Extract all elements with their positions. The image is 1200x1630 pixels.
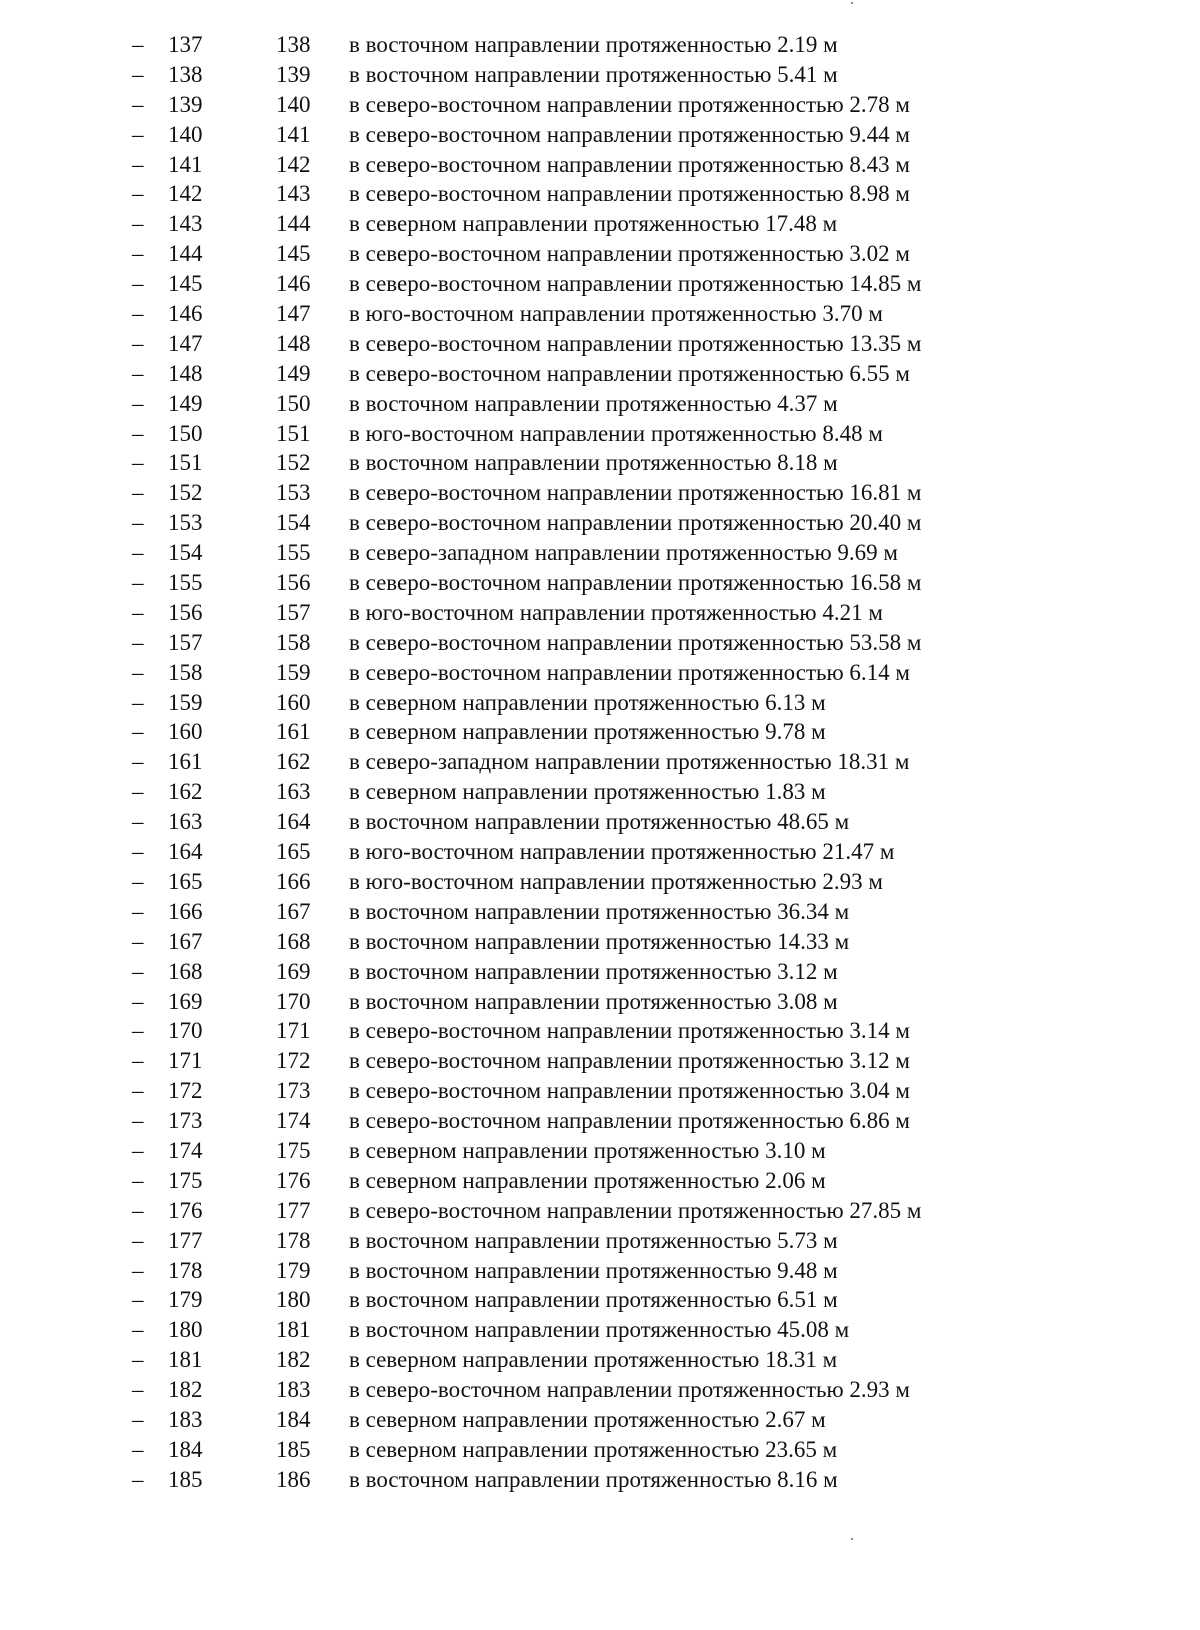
row-dash: – [132, 1048, 144, 1074]
row-dash: – [132, 629, 144, 655]
start-point-number: 181 [168, 1347, 203, 1373]
end-point-number: 180 [276, 1287, 311, 1313]
row-dash: – [132, 689, 144, 715]
row-dash: – [132, 151, 144, 177]
segment-description: в северном направлении протяженностью 18.31 м [349, 1347, 838, 1373]
end-point-number: 186 [276, 1466, 311, 1492]
start-point-number: 168 [168, 958, 203, 984]
segment-description: в северном направлении протяженностью 9.78 м [349, 719, 826, 745]
end-point-number: 153 [276, 480, 311, 506]
end-point-number: 158 [276, 629, 311, 655]
start-point-number: 137 [168, 32, 203, 57]
row-dash: – [132, 181, 144, 207]
segment-description: в восточном направлении протяженностью 36.34 м [349, 898, 850, 924]
segment-row [0, 419, 1200, 449]
segment-row [0, 508, 1200, 538]
start-point-number: 165 [168, 868, 203, 894]
start-point-number: 141 [168, 151, 203, 177]
start-point-number: 173 [168, 1108, 203, 1134]
end-point-number: 167 [276, 898, 311, 924]
segment-row [0, 1405, 1200, 1435]
start-point-number: 163 [168, 809, 203, 835]
segment-row [0, 747, 1200, 777]
row-dash: – [132, 599, 144, 625]
end-point-number: 146 [276, 271, 311, 297]
segment-row [0, 688, 1200, 718]
segment-row [0, 628, 1200, 658]
start-point-number: 182 [168, 1377, 203, 1403]
segment-description: в северо-восточном направлении протяженностью 3.12 м [349, 1048, 910, 1074]
end-point-number: 160 [276, 689, 311, 715]
end-point-number: 178 [276, 1227, 311, 1253]
start-point-number: 160 [168, 719, 203, 745]
segment-description: в северо-восточном направлении протяженностью 53.58 м [349, 629, 922, 655]
segment-row [0, 987, 1200, 1017]
segment-row [0, 897, 1200, 927]
segment-description: в восточном направлении протяженностью 8.16 м [349, 1466, 838, 1492]
start-point-number: 176 [168, 1197, 203, 1223]
start-point-number: 175 [168, 1167, 203, 1193]
end-point-number: 165 [276, 839, 311, 865]
segment-row [0, 269, 1200, 299]
end-point-number: 172 [276, 1048, 311, 1074]
segment-row [0, 777, 1200, 807]
start-point-number: 170 [168, 1018, 203, 1044]
end-point-number: 152 [276, 450, 311, 476]
end-point-number: 144 [276, 211, 311, 237]
start-point-number: 144 [168, 241, 203, 267]
row-dash: – [132, 271, 144, 297]
segment-description: в северном направлении протяженностью 6.13 м [349, 689, 826, 715]
segment-description: в северо-западном направлении протяженностью 9.69 м [349, 540, 898, 566]
segment-description: в юго-восточном направлении протяженностью 8.48 м [349, 420, 883, 446]
row-dash: – [132, 868, 144, 894]
end-point-number: 166 [276, 868, 311, 894]
start-point-number: 156 [168, 599, 203, 625]
segment-row [0, 1375, 1200, 1405]
start-point-number: 178 [168, 1257, 203, 1283]
segment-row [0, 209, 1200, 239]
segment-row [0, 359, 1200, 389]
row-dash: – [132, 779, 144, 805]
end-point-number: 163 [276, 779, 311, 805]
segment-row [0, 90, 1200, 120]
segment-description: в северо-восточном направлении протяженностью 16.81 м [349, 480, 922, 506]
end-point-number: 151 [276, 420, 311, 446]
segment-description: в северном направлении протяженностью 2.06 м [349, 1167, 826, 1193]
row-dash: – [132, 898, 144, 924]
start-point-number: 167 [168, 928, 203, 954]
end-point-number: 179 [276, 1257, 311, 1283]
segment-description: в юго-восточном направлении протяженностью 4.21 м [349, 599, 883, 625]
segment-description: в северо-восточном направлении протяженностью 14.85 м [349, 271, 922, 297]
end-point-number: 143 [276, 181, 311, 207]
row-dash: – [132, 360, 144, 386]
segment-row [0, 1136, 1200, 1166]
end-point-number: 173 [276, 1078, 311, 1104]
segment-row [0, 1046, 1200, 1076]
segment-description: в северо-восточном направлении протяженностью 3.14 м [349, 1018, 910, 1044]
segment-row [0, 150, 1200, 180]
row-dash: – [132, 301, 144, 327]
row-dash: – [132, 928, 144, 954]
start-point-number: 162 [168, 779, 203, 805]
segment-row [0, 1106, 1200, 1136]
end-point-number: 184 [276, 1406, 311, 1432]
end-point-number: 170 [276, 988, 311, 1014]
end-point-number: 156 [276, 570, 311, 596]
end-point-number: 175 [276, 1137, 311, 1163]
segment-description: в северо-восточном направлении протяженностью 6.14 м [349, 659, 910, 685]
segment-row [0, 120, 1200, 150]
row-dash: – [132, 1257, 144, 1283]
segment-description: в северном направлении протяженностью 1.83 м [349, 779, 826, 805]
end-point-number: 159 [276, 659, 311, 685]
segment-description: в восточном направлении протяженностью 9.48 м [349, 1257, 838, 1283]
row-dash: – [132, 719, 144, 745]
start-point-number: 143 [168, 211, 203, 237]
row-dash: – [132, 1137, 144, 1163]
end-point-number: 164 [276, 809, 311, 835]
start-point-number: 159 [168, 689, 203, 715]
segment-row [0, 867, 1200, 897]
row-dash: – [132, 390, 144, 416]
end-point-number: 168 [276, 928, 311, 954]
row-dash: – [132, 91, 144, 117]
segment-description: в северо-восточном направлении протяженностью 2.78 м [349, 91, 910, 117]
segment-row [0, 299, 1200, 329]
segment-description: в восточном направлении протяженностью 2.19 м [349, 32, 838, 57]
start-point-number: 157 [168, 629, 203, 655]
segment-description: в восточном направлении протяженностью 3.08 м [349, 988, 838, 1014]
segment-description: в северо-восточном направлении протяженностью 13.35 м [349, 330, 922, 356]
end-point-number: 177 [276, 1197, 311, 1223]
end-point-number: 176 [276, 1167, 311, 1193]
row-dash: – [132, 1406, 144, 1432]
start-point-number: 149 [168, 390, 203, 416]
segment-description: в северо-восточном направлении протяженностью 8.98 м [349, 181, 910, 207]
segment-row [0, 1166, 1200, 1196]
row-dash: – [132, 211, 144, 237]
start-point-number: 153 [168, 510, 203, 536]
segment-row [0, 448, 1200, 478]
row-dash: – [132, 749, 144, 775]
start-point-number: 154 [168, 540, 203, 566]
row-dash: – [132, 1167, 144, 1193]
row-dash: – [132, 330, 144, 356]
segment-row [0, 329, 1200, 359]
start-point-number: 150 [168, 420, 203, 446]
row-dash: – [132, 121, 144, 147]
segment-description: в северо-восточном направлении протяженностью 9.44 м [349, 121, 910, 147]
start-point-number: 155 [168, 570, 203, 596]
start-point-number: 152 [168, 480, 203, 506]
segment-description: в северо-восточном направлении протяженностью 3.04 м [349, 1078, 910, 1104]
segment-row [0, 478, 1200, 508]
segment-description: в восточном направлении протяженностью 45.08 м [349, 1317, 850, 1343]
start-point-number: 184 [168, 1436, 203, 1462]
segment-description: в юго-восточном направлении протяженностью 3.70 м [349, 301, 883, 327]
start-point-number: 148 [168, 360, 203, 386]
segment-description: в северо-восточном направлении протяженностью 6.55 м [349, 360, 910, 386]
start-point-number: 164 [168, 839, 203, 865]
start-point-number: 177 [168, 1227, 203, 1253]
row-dash: – [132, 1018, 144, 1044]
start-point-number: 183 [168, 1406, 203, 1432]
start-point-number: 145 [168, 271, 203, 297]
segment-row [0, 717, 1200, 747]
boundary-segment-list [0, 30, 1200, 1495]
segment-row [0, 807, 1200, 837]
segment-description: в северо-восточном направлении протяженностью 2.93 м [349, 1377, 910, 1403]
end-point-number: 161 [276, 719, 311, 745]
row-dash: – [132, 1108, 144, 1134]
end-point-number: 162 [276, 749, 311, 775]
scan-speck [851, 2, 853, 4]
segment-row [0, 1256, 1200, 1286]
start-point-number: 185 [168, 1466, 203, 1492]
row-dash: – [132, 1197, 144, 1223]
start-point-number: 180 [168, 1317, 203, 1343]
segment-description: в северо-восточном направлении протяженностью 20.40 м [349, 510, 922, 536]
end-point-number: 181 [276, 1317, 311, 1343]
end-point-number: 140 [276, 91, 311, 117]
segment-description: в восточном направлении протяженностью 5.73 м [349, 1227, 838, 1253]
row-dash: – [132, 450, 144, 476]
end-point-number: 183 [276, 1377, 311, 1403]
start-point-number: 142 [168, 181, 203, 207]
start-point-number: 172 [168, 1078, 203, 1104]
segment-description: в восточном направлении протяженностью 3.12 м [349, 958, 838, 984]
start-point-number: 171 [168, 1048, 203, 1074]
start-point-number: 138 [168, 61, 203, 87]
segment-description: в юго-восточном направлении протяженностью 2.93 м [349, 868, 883, 894]
end-point-number: 148 [276, 330, 311, 356]
segment-row [0, 1345, 1200, 1375]
end-point-number: 145 [276, 241, 311, 267]
row-dash: – [132, 420, 144, 446]
end-point-number: 174 [276, 1108, 311, 1134]
start-point-number: 139 [168, 91, 203, 117]
segment-row [0, 1435, 1200, 1465]
segment-description: в северном направлении протяженностью 3.10 м [349, 1137, 826, 1163]
segment-description: в северном направлении протяженностью 2.67 м [349, 1406, 826, 1432]
end-point-number: 141 [276, 121, 311, 147]
segment-row [0, 1285, 1200, 1315]
row-dash: – [132, 1078, 144, 1104]
segment-description: в восточном направлении протяженностью 14.33 м [349, 928, 850, 954]
scan-speck [851, 1538, 853, 1540]
row-dash: – [132, 659, 144, 685]
start-point-number: 146 [168, 301, 203, 327]
row-dash: – [132, 570, 144, 596]
start-point-number: 166 [168, 898, 203, 924]
segment-row [0, 957, 1200, 987]
row-dash: – [132, 958, 144, 984]
segment-row [0, 1315, 1200, 1345]
row-dash: – [132, 809, 144, 835]
segment-row [0, 538, 1200, 568]
end-point-number: 155 [276, 540, 311, 566]
end-point-number: 142 [276, 151, 311, 177]
row-dash: – [132, 540, 144, 566]
row-dash: – [132, 480, 144, 506]
segment-description: в северо-восточном направлении протяженностью 8.43 м [349, 151, 910, 177]
end-point-number: 150 [276, 390, 311, 416]
segment-row [0, 927, 1200, 957]
start-point-number: 179 [168, 1287, 203, 1313]
row-dash: – [132, 1466, 144, 1492]
end-point-number: 171 [276, 1018, 311, 1044]
start-point-number: 174 [168, 1137, 203, 1163]
start-point-number: 161 [168, 749, 203, 775]
start-point-number: 151 [168, 450, 203, 476]
segment-description: в восточном направлении протяженностью 8.18 м [349, 450, 838, 476]
segment-description: в северном направлении протяженностью 23.65 м [349, 1436, 838, 1462]
start-point-number: 169 [168, 988, 203, 1014]
segment-description: в северо-западном направлении протяженностью 18.31 м [349, 749, 910, 775]
row-dash: – [132, 1227, 144, 1253]
end-point-number: 157 [276, 599, 311, 625]
end-point-number: 149 [276, 360, 311, 386]
segment-description: в северо-восточном направлении протяженностью 6.86 м [349, 1108, 910, 1134]
segment-row [0, 1226, 1200, 1256]
row-dash: – [132, 988, 144, 1014]
segment-row [0, 60, 1200, 90]
segment-row [0, 389, 1200, 419]
segment-description: в восточном направлении протяженностью 4.37 м [349, 390, 838, 416]
segment-row [0, 239, 1200, 269]
row-dash: – [132, 61, 144, 87]
segment-description: в северо-восточном направлении протяженностью 16.58 м [349, 570, 922, 596]
end-point-number: 139 [276, 61, 311, 87]
segment-row [0, 837, 1200, 867]
end-point-number: 154 [276, 510, 311, 536]
segment-description: в восточном направлении протяженностью 48.65 м [349, 809, 850, 835]
segment-row [0, 568, 1200, 598]
row-dash: – [132, 241, 144, 267]
segment-description: в северном направлении протяженностью 17.48 м [349, 211, 838, 237]
row-dash: – [132, 1347, 144, 1373]
segment-row [0, 179, 1200, 209]
row-dash: – [132, 1436, 144, 1462]
segment-description: в северо-восточном направлении протяженностью 3.02 м [349, 241, 910, 267]
row-dash: – [132, 1317, 144, 1343]
segment-row [0, 658, 1200, 688]
start-point-number: 158 [168, 659, 203, 685]
segment-row [0, 598, 1200, 628]
segment-description: в восточном направлении протяженностью 6.51 м [349, 1287, 838, 1313]
segment-row [0, 30, 1200, 60]
start-point-number: 140 [168, 121, 203, 147]
start-point-number: 147 [168, 330, 203, 356]
segment-description: в юго-восточном направлении протяженностью 21.47 м [349, 839, 895, 865]
segment-description: в восточном направлении протяженностью 5.41 м [349, 61, 838, 87]
end-point-number: 147 [276, 301, 311, 327]
end-point-number: 185 [276, 1436, 311, 1462]
segment-row [0, 1465, 1200, 1495]
row-dash: – [132, 32, 144, 57]
row-dash: – [132, 510, 144, 536]
segment-row [0, 1196, 1200, 1226]
end-point-number: 182 [276, 1347, 311, 1373]
segment-row [0, 1016, 1200, 1046]
end-point-number: 138 [276, 32, 311, 57]
segment-row [0, 1076, 1200, 1106]
end-point-number: 169 [276, 958, 311, 984]
row-dash: – [132, 1377, 144, 1403]
segment-description: в северо-восточном направлении протяженностью 27.85 м [349, 1197, 922, 1223]
row-dash: – [132, 839, 144, 865]
row-dash: – [132, 1287, 144, 1313]
